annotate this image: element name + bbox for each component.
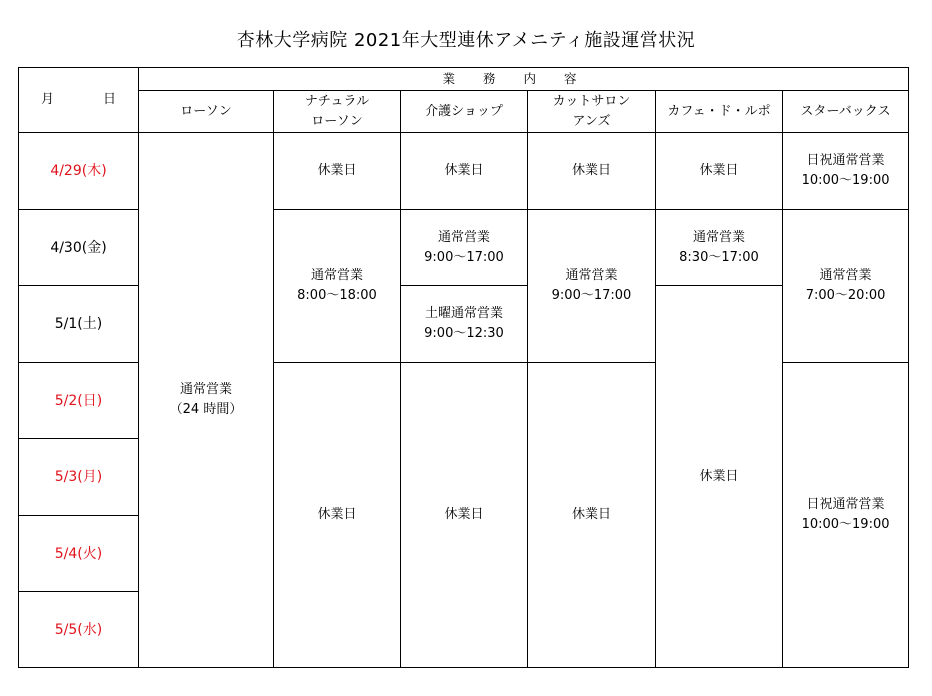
kaigo-cell: 土曜通常営業 9:00〜12:30 <box>401 286 528 363</box>
page-title: 杏林大学病院 2021年大型連休アメニティ施設運営状況 <box>236 30 696 51</box>
cafe-cell: 休業日 <box>656 286 783 668</box>
date-cell: 5/3(月) <box>19 439 139 516</box>
date-cell: 5/2(日) <box>19 363 139 439</box>
date-cell: 5/5(水) <box>19 592 139 668</box>
cafe-cell: 通常営業 8:30〜17:00 <box>656 210 783 286</box>
date-cell: 5/4(火) <box>19 516 139 592</box>
date-cell: 4/29(木) <box>19 133 139 210</box>
store-header-kaigo-shop: 介護ショップ <box>401 91 528 133</box>
store-header-natural-lawson: ナチュラル ローソン <box>274 91 401 133</box>
date-cell: 4/30(金) <box>19 210 139 286</box>
store-header-cut-salon: カットサロン アンズ <box>528 91 656 133</box>
natural-cell: 休業日 <box>274 133 401 210</box>
cafe-cell: 休業日 <box>656 133 783 210</box>
kaigo-cell: 通常営業 9:00〜17:00 <box>401 210 528 286</box>
store-header-lawson: ローソン <box>139 91 274 133</box>
cut-cell: 休業日 <box>528 363 656 668</box>
natural-cell: 休業日 <box>274 363 401 668</box>
kaigo-cell: 休業日 <box>401 133 528 210</box>
kaigo-cell: 休業日 <box>401 363 528 668</box>
starbucks-cell: 通常営業 7:00〜20:00 <box>783 210 909 363</box>
lawson-cell: 通常営業 （24 時間） <box>139 133 274 668</box>
cut-cell: 通常営業 9:00〜17:00 <box>528 210 656 363</box>
schedule-table <box>18 67 909 668</box>
business-content-header: 業務内容 <box>139 68 909 91</box>
starbucks-cell: 日祝通常営業 10:00〜19:00 <box>783 363 909 668</box>
store-header-cafe: カフェ・ド・ルポ <box>656 91 783 133</box>
cut-cell: 休業日 <box>528 133 656 210</box>
store-header-starbucks: スターバックス <box>783 91 909 133</box>
natural-cell: 通常営業 8:00〜18:00 <box>274 210 401 363</box>
date-column-header: 月 日 <box>19 68 139 133</box>
starbucks-cell: 日祝通常営業 10:00〜19:00 <box>783 133 909 210</box>
date-cell: 5/1(土) <box>19 286 139 363</box>
